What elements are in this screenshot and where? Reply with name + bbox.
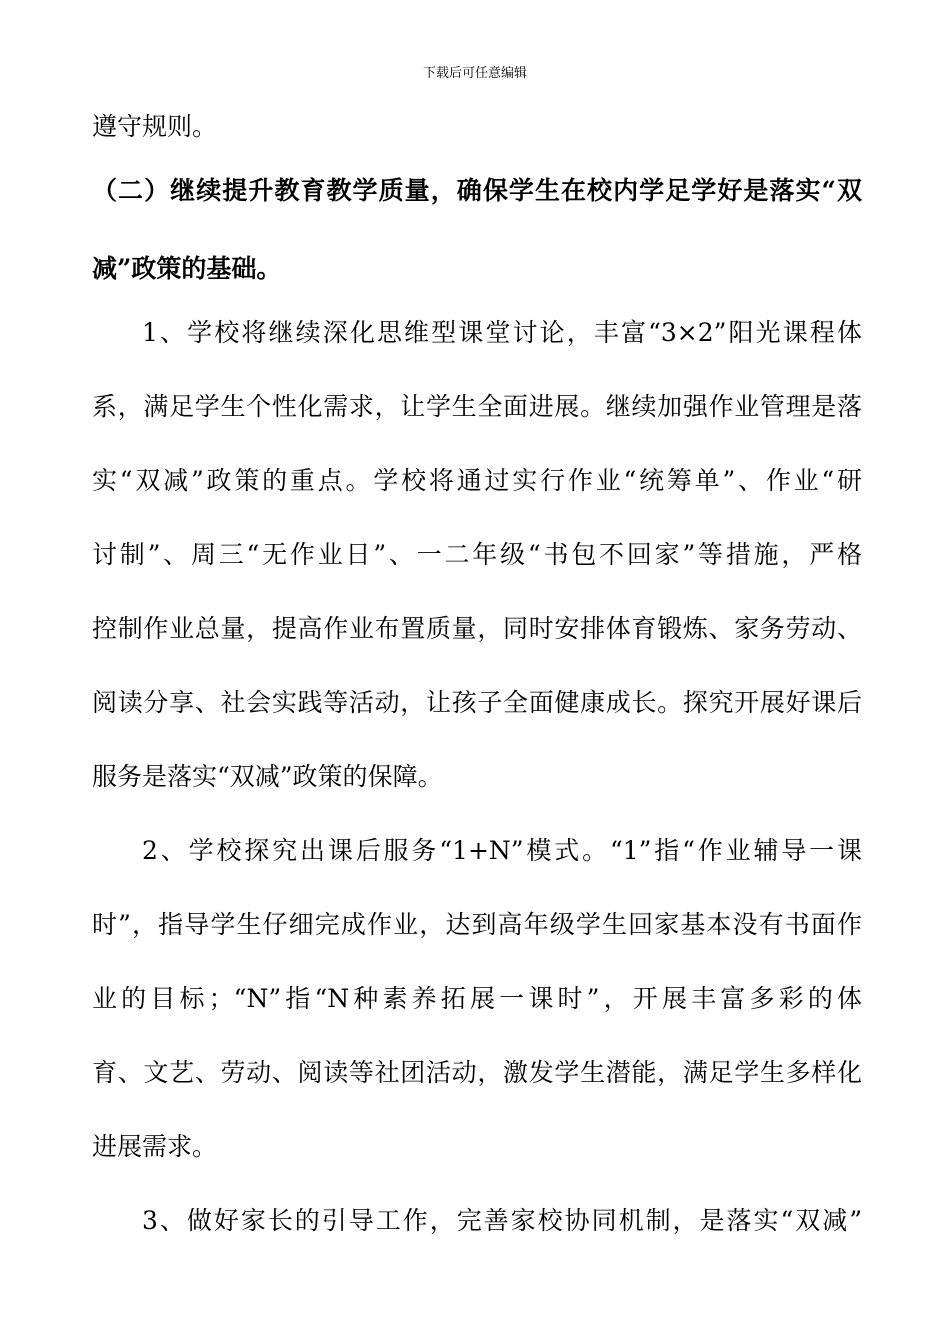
body-line: 系，满足学生个性化需求，让学生全面进展。继续加强作业管理是落 — [92, 392, 862, 421]
body-line: 育、文艺、劳动、阅读等社团活动，激发学生潜能，满足学生多样化 — [92, 1058, 862, 1087]
body-line: 遵守规则。 — [92, 112, 218, 141]
body-line: 服务是落实“双减”政策的保障。 — [92, 762, 443, 791]
paragraph-first-line: 2、学校探究出课后服务“1+N”模式。“1”指“作业辅导一课 — [142, 836, 862, 865]
body-line: 讨制”、周三“无作业日”、一二年级“书包不回家”等措施，严格 — [92, 540, 862, 569]
paragraph-first-line: 3、做好家长的引导工作，完善家校协同机制，是落实“双减” — [142, 1206, 862, 1235]
section-heading-line: 减”政策的基础。 — [92, 254, 282, 283]
body-line: 时”，指导学生仔细完成作业，达到高年级学生回家基本没有书面作 — [92, 910, 862, 939]
section-heading-line: （二）继续提升教育教学质量，确保学生在校内学足学好是落实“双 — [92, 176, 862, 205]
body-line: 实“双减”政策的重点。学校将通过实行作业“统筹单”、作业“研 — [92, 466, 862, 495]
body-line: 阅读分享、社会实践等活动，让孩子全面健康成长。探究开展好课后 — [92, 688, 862, 717]
body-line: 控制作业总量，提高作业布置质量，同时安排体育锻炼、家务劳动、 — [92, 614, 862, 643]
paragraph-first-line: 1、学校将继续深化思维型课堂讨论，丰富“3×2”阳光课程体 — [142, 318, 862, 347]
body-line: 进展需求。 — [92, 1132, 218, 1161]
page-header: 下载后可任意编辑 — [422, 66, 527, 81]
body-line: 业的目标；“N”指“N种素养拓展一课时”，开展丰富多彩的体 — [92, 984, 862, 1013]
